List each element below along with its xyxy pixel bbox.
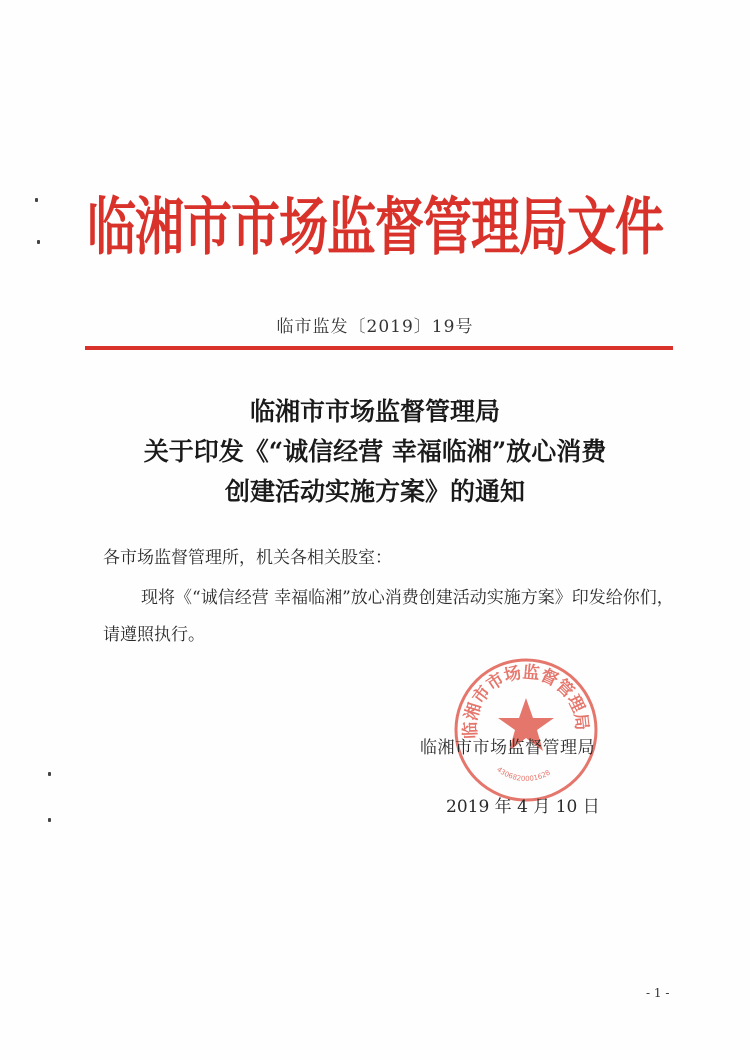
svg-text:4306820001628 xyxy=(495,765,552,783)
header-divider-line xyxy=(85,346,673,350)
notice-title-line-1: 临湘市市场监督管理局 xyxy=(249,397,500,426)
body-paragraph xyxy=(103,580,683,654)
page-number: - 1 - xyxy=(646,986,670,1000)
body-paragraph-text: 现将《“诚信经营 幸福临湘”放心消费创建活动实施方案》印发给你们，请遵照执行。 xyxy=(103,588,674,645)
notice-title-line-2: 关于印发《“诚信经营 幸福临湘”放心消费 xyxy=(143,437,607,466)
signing-date: 2019 年 4 月 10 日 xyxy=(446,797,600,817)
notice-title xyxy=(0,392,750,512)
notice-title-line-3: 创建活动实施方案》的通知 xyxy=(224,477,525,506)
agency-header-title: 临湘市市场监督管理局文件 xyxy=(86,190,663,264)
scan-mark xyxy=(48,772,51,776)
salutation: 各市场监督管理所，机关各相关股室： xyxy=(103,548,392,568)
scan-mark xyxy=(48,818,51,822)
seal-number: 4306820001628 xyxy=(495,765,552,784)
seal-text: 临湘市市场监督管理局 xyxy=(460,662,592,740)
signing-organization: 临湘市市场监督管理局 xyxy=(420,738,595,758)
document-number: 临市监发〔2019〕19号 xyxy=(276,317,474,337)
official-seal xyxy=(452,656,600,804)
